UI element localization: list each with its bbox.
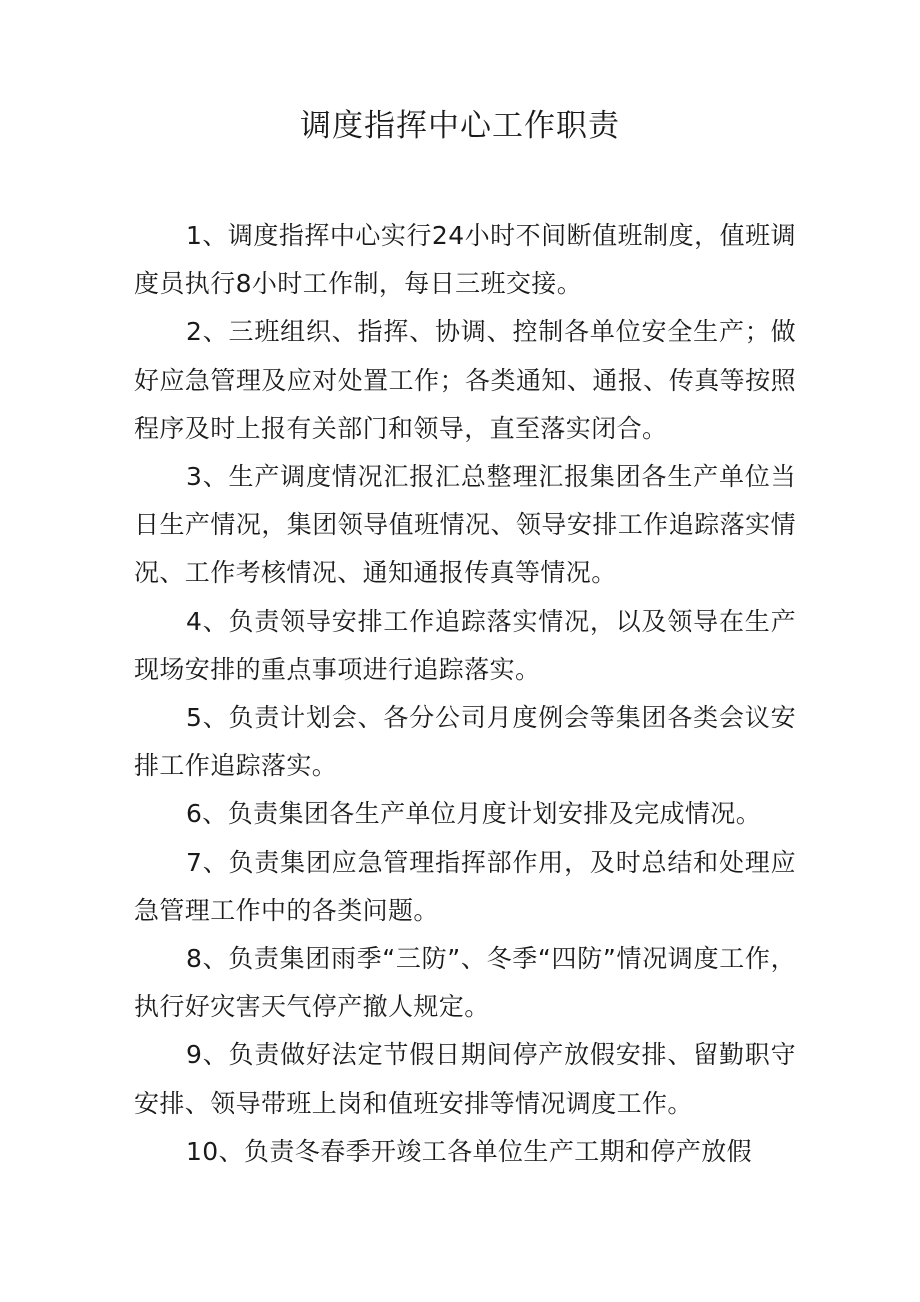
paragraph-4: 4、负责领导安排工作追踪落实情况，以及领导在生产现场安排的重点事项进行追踪落实。 <box>134 606 796 684</box>
paragraph-8: 8、负责集团雨季“三防”、冬季“四防”情况调度工作，执行好灾害天气停产撤人规定。 <box>134 944 796 1022</box>
paragraph-10: 10、负责冬春季开竣工各单位生产工期和停产放假 <box>186 1136 753 1166</box>
paragraph-7: 7、负责集团应急管理指挥部作用，及时总结和处理应急管理工作中的各类问题。 <box>134 847 796 925</box>
paragraph-2: 2、三班组织、指挥、协调、控制各单位安全生产；做好应急管理及应对处置工作；各类通知、通报、传真等按照程序及时上报有关部门和领导，直至落实闭合。 <box>134 317 796 443</box>
paragraph-5: 5、负责计划会、各分公司月度例会等集团各类会议安排工作追踪落实。 <box>134 703 796 781</box>
paragraph-1: 1、调度指挥中心实行24小时不间断值班制度，值班调度员执行8小时工作制，每日三班交接。 <box>134 221 796 299</box>
paragraph-9: 9、负责做好法定节假日期间停产放假安排、留勤职守安排、领导带班上岗和值班安排等情况调度工作。 <box>134 1040 796 1118</box>
paragraph-3: 3、生产调度情况汇报汇总整理汇报集团各生产单位当日生产情况，集团领导值班情况、领导安排工作追踪落实情况、工作考核情况、通知通报传真等情况。 <box>134 462 796 588</box>
paragraph-6: 6、负责集团各生产单位月度计划安排及完成情况。 <box>186 799 762 829</box>
document-body <box>134 212 796 1176</box>
document-title: 调度指挥中心工作职责 <box>300 108 620 144</box>
